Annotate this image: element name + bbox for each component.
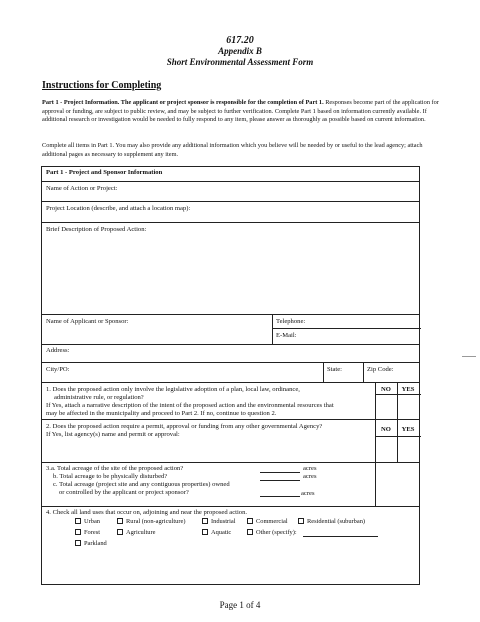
land-use-forest[interactable] [75,529,100,536]
land-use-label: Residential (suburban) [307,518,366,525]
instructions-title: Instructions for Completing [42,80,162,91]
checkbox-icon [247,529,253,535]
q3c-line2: or controlled by the applicant or project sponsor? [59,489,189,496]
checkbox-icon [202,518,208,524]
other-specify-field[interactable] [303,529,378,537]
instructions-paragraph-2: Complete all items in Part 1. You may also provide any additional information which you believe will be needed by or useful to the lead agency; attach additional pages as necessary to supplement any item. [42,142,423,158]
land-use-label: Parkland [84,540,107,547]
q1-line3: If Yes, attach a narrative description of the intent of the proposed action and the environmental resources that [46,402,334,409]
land-use-label: Forest [84,529,100,536]
land-use-label: Urban [84,518,100,525]
part1-title: Part 1 - Project and Sponsor Information [46,169,163,176]
section-number: 617.20 [226,35,254,46]
applicant-field[interactable]: Name of Applicant or Sponsor: [46,318,129,325]
part1-rest: Responses become part of the application for approval or funding, are subject to public review, and may be subject to further verification. Complete Part 1 based on information currently available. If additional research or investigation would be needed to fully respond to any item, please answer as thoroughly as possible based on current information. [42,99,439,124]
q3b-unit: acres [303,473,317,480]
checkbox-icon [75,518,81,524]
land-use-industrial[interactable] [202,518,236,525]
project-name-field[interactable]: Name of Action or Project: [46,185,118,192]
land-use-label: Other (specify): [256,529,297,536]
land-use-label: Aquatic [211,529,232,536]
telephone-field[interactable]: Telephone: [276,318,306,325]
land-use-label: Commercial [256,518,288,525]
description-field[interactable]: Brief Description of Proposed Action: [46,226,147,233]
q2-no-option[interactable]: NO [381,426,391,433]
zip-field[interactable]: Zip Code: [367,366,394,373]
checkbox-icon [117,529,123,535]
checkbox-icon [75,529,81,535]
address-field[interactable]: Address: [46,347,70,354]
q1-line1: 1. Does the proposed action only involve the legislative adoption of a plan, local law, ordinance, [46,386,300,393]
email-field[interactable]: E-Mail: [276,332,297,339]
q3b-label: b. Total acreage to be physically disturbed? [53,473,168,480]
checkbox-icon [117,518,123,524]
q3a-label: 3.a. Total acreage of the site of the proposed action? [46,465,184,472]
part1-form [41,166,420,585]
q1-line4: may be affected in the municipality and proceed to Part 2. If no, continue to question 2. [46,410,277,417]
land-use-label: Rural (non-agriculture) [126,518,186,525]
instructions-paragraph-1 [42,99,442,125]
land-use-aquatic[interactable] [202,529,231,536]
appendix-title: Appendix B [218,46,262,56]
q2-line1: 2. Does the proposed action require a permit, approval or funding from any other governmental Agency? [46,423,323,430]
page-number: Page 1 of 4 [219,600,261,610]
q1-no-option[interactable]: NO [381,386,391,393]
margin-mark [462,356,476,357]
q3a-unit: acres [303,465,317,472]
q3c-unit: acres [301,490,315,497]
land-use-parkland[interactable] [75,540,107,547]
q3c-field[interactable] [260,489,300,497]
land-use-residential[interactable] [298,518,365,525]
land-use-label: Industrial [211,518,236,525]
land-use-other[interactable] [247,529,297,536]
land-use-urban[interactable] [75,518,100,525]
form-title: Short Environmental Assessment Form [166,57,314,67]
checkbox-icon [247,518,253,524]
land-use-commercial[interactable] [247,518,288,525]
land-use-agriculture[interactable] [117,529,155,536]
checkbox-icon [75,540,81,546]
land-use-rural[interactable] [117,518,185,525]
city-field[interactable]: City/PO: [46,366,70,373]
q1-yes-option[interactable]: YES [401,386,415,393]
q4-label: 4. Check all land uses that occur on, adjoining and near the proposed action. [46,509,248,516]
q3c-line1: c. Total acreage (project site and any contiguous properties) owned [53,481,230,488]
checkbox-icon [202,529,208,535]
q3b-field[interactable] [260,473,300,481]
q1-line2: administrative rule, or regulation? [54,394,144,401]
part1-lead: Part 1 - Project Information. The applicant or project sponsor is responsible for the completion of Part 1. [42,99,324,106]
checkbox-icon [298,518,304,524]
state-field[interactable]: State: [327,366,343,373]
q2-line2: If Yes, list agency(s) name and permit or approval: [46,431,180,438]
q3a-field[interactable] [260,465,300,473]
q2-yes-option[interactable]: YES [401,426,415,433]
project-location-field[interactable]: Project Location (describe, and attach a location map): [46,205,191,212]
land-use-label: Agriculture [126,529,156,536]
